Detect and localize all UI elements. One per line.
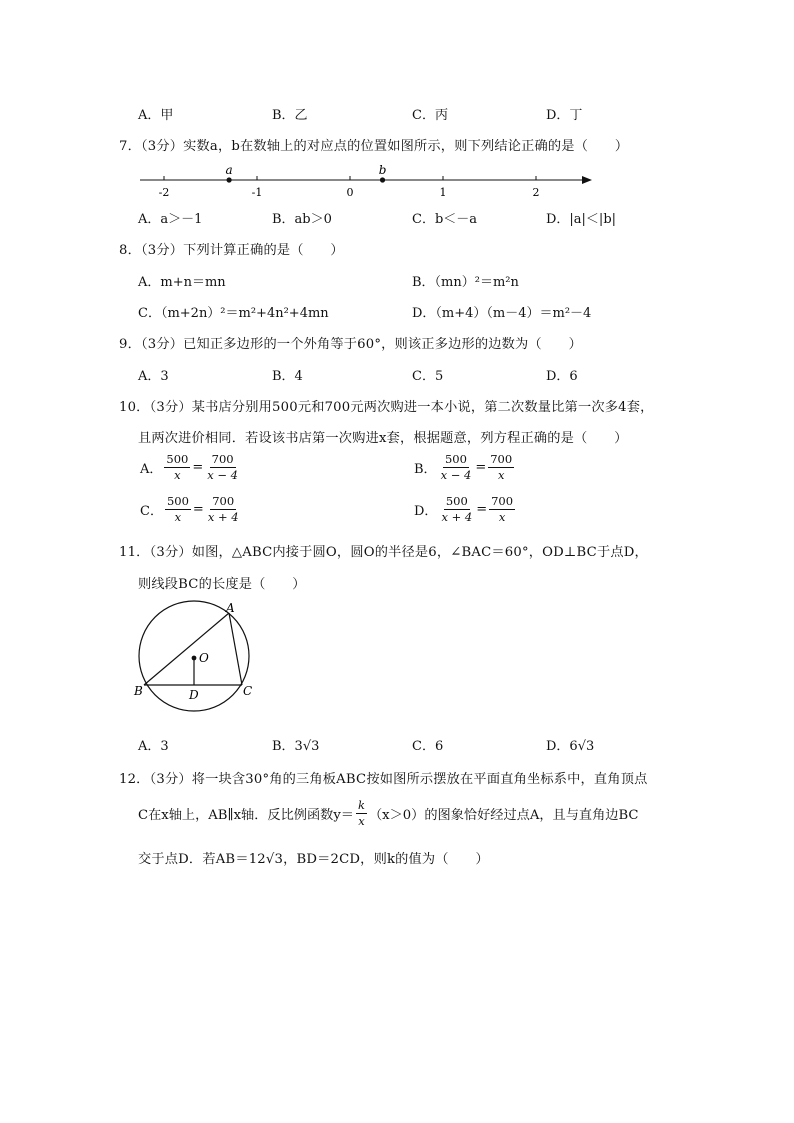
label-a: A (226, 601, 235, 615)
q8-option-c: C．（m+2n）²＝m²+4n²+4mn (138, 306, 329, 321)
q6-option-b: B．乙 (272, 108, 308, 123)
frac-den: x (174, 510, 182, 525)
frac-num: 500 (444, 495, 470, 510)
frac-den: x + 4 (441, 510, 473, 525)
tick-label: -1 (251, 186, 263, 199)
tick-label: -2 (158, 186, 170, 199)
frac-den: x (497, 468, 505, 483)
q11-option-c: C．6 (412, 739, 444, 754)
equals-sign: = (475, 460, 487, 476)
q6-option-d: D．丁 (546, 108, 583, 123)
q10-stem-line2: 且两次进价相同．若设该书店第一次购进x套，根据题意，列方程正确的是（ ） (138, 431, 628, 446)
label-o: O (199, 651, 209, 665)
frac-den-x: x (358, 814, 365, 829)
q7-number-line (130, 158, 600, 200)
equals-sign: = (192, 502, 204, 518)
center-point-o (192, 656, 197, 661)
frac-den: x − 4 (207, 468, 238, 483)
equals-sign: = (192, 460, 204, 476)
q7-option-a: A．a＞－1 (138, 212, 203, 227)
frac-den: x (498, 510, 506, 525)
frac-num: 700 (488, 453, 514, 468)
q8-option-a: A．m+n＝mn (138, 275, 226, 290)
option-label: A． (140, 462, 163, 478)
q10-stem-line1: 10．（3分）某书店分别用500元和700元两次购进一本小说，第二次数量比第一次多4套， (119, 400, 654, 415)
q9-option-c: C．5 (412, 369, 444, 384)
q9-option-a: A．3 (138, 369, 169, 384)
q11-stem-line1: 11．（3分）如图，△ABC内接于圆O，圆O的半径是6，∠BAC＝60°，OD⊥BC于点D， (119, 545, 648, 560)
q7-stem: 7．（3分）实数a，b在数轴上的对应点的位置如图所示，则下列结论正确的是（ ） (119, 139, 629, 154)
q12-stem-line2 (138, 799, 639, 828)
frac-den: x (174, 468, 181, 483)
q12-stem-line1: 12．（3分）将一块含30°角的三角板ABC按如图所示摆放在平面直角坐标系中，直角顶点 (119, 772, 648, 787)
q10-option-c (138, 495, 241, 524)
option-label: B． (414, 462, 437, 478)
q6-option-c: C．丙 (412, 108, 448, 123)
q11-option-d: D．6√3 (546, 739, 595, 754)
label-d: D (189, 688, 199, 702)
label-c: C (243, 684, 253, 698)
q11-option-a: A．3 (138, 739, 169, 754)
q7-option-c: C．b＜－a (412, 212, 478, 227)
point-a (227, 177, 232, 182)
point-a-label: a (225, 163, 233, 177)
frac-num: 700 (489, 495, 515, 510)
frac-num-k: k (356, 799, 367, 814)
q12-stem-line2-a: C在x轴上，AB∥x轴．反比例函数y＝ (138, 808, 354, 824)
q11-circle-figure (132, 598, 262, 718)
option-label: D． (414, 504, 438, 520)
tick-label: 0 (346, 186, 354, 199)
frac-num: 700 (210, 495, 236, 510)
q7-option-d: D．|a|＜|b| (546, 212, 617, 227)
option-label: C． (140, 504, 163, 520)
frac-num: 700 (210, 453, 236, 468)
q8-stem: 8．（3分）下列计算正确的是（ ） (119, 243, 344, 258)
q8-option-b: B．（mn）²＝m²n (412, 275, 519, 290)
frac-num: 500 (165, 495, 191, 510)
point-b-label: b (378, 163, 387, 177)
segment-ab (144, 613, 229, 685)
q6-option-a: A．甲 (138, 108, 174, 123)
q11-stem-line2: 则线段BC的长度是（ ） (138, 577, 306, 592)
frac-num: 500 (164, 453, 190, 468)
q12-stem-line3: 交于点D．若AB＝12√3，BD＝2CD，则k的值为（ ） (138, 852, 489, 867)
q10-option-a (138, 453, 240, 482)
segment-ac (229, 613, 242, 685)
point-b (380, 177, 385, 182)
frac-den: x + 4 (207, 510, 239, 525)
tick-label: 2 (532, 186, 540, 199)
frac-den: x − 4 (440, 468, 472, 483)
q9-option-d: D．6 (546, 369, 578, 384)
q11-option-b: B．3√3 (272, 739, 320, 754)
frac-num: 500 (443, 453, 469, 468)
label-b: B (134, 684, 143, 698)
q8-option-d: D．（m+4）（m－4）＝m²－4 (412, 306, 592, 321)
q12-stem-line2-b: （x＞0）的图象恰好经过点A，且与直角边BC (368, 808, 639, 824)
q10-option-b (412, 453, 514, 482)
q9-option-b: B．4 (272, 369, 303, 384)
equals-sign: = (476, 502, 488, 518)
q10-option-d (412, 495, 515, 524)
q9-stem: 9．（3分）已知正多边形的一个外角等于60°，则该正多边形的边数为（ ） (119, 337, 582, 352)
tick-label: 1 (439, 186, 447, 199)
q7-option-b: B．ab＞0 (272, 212, 332, 227)
